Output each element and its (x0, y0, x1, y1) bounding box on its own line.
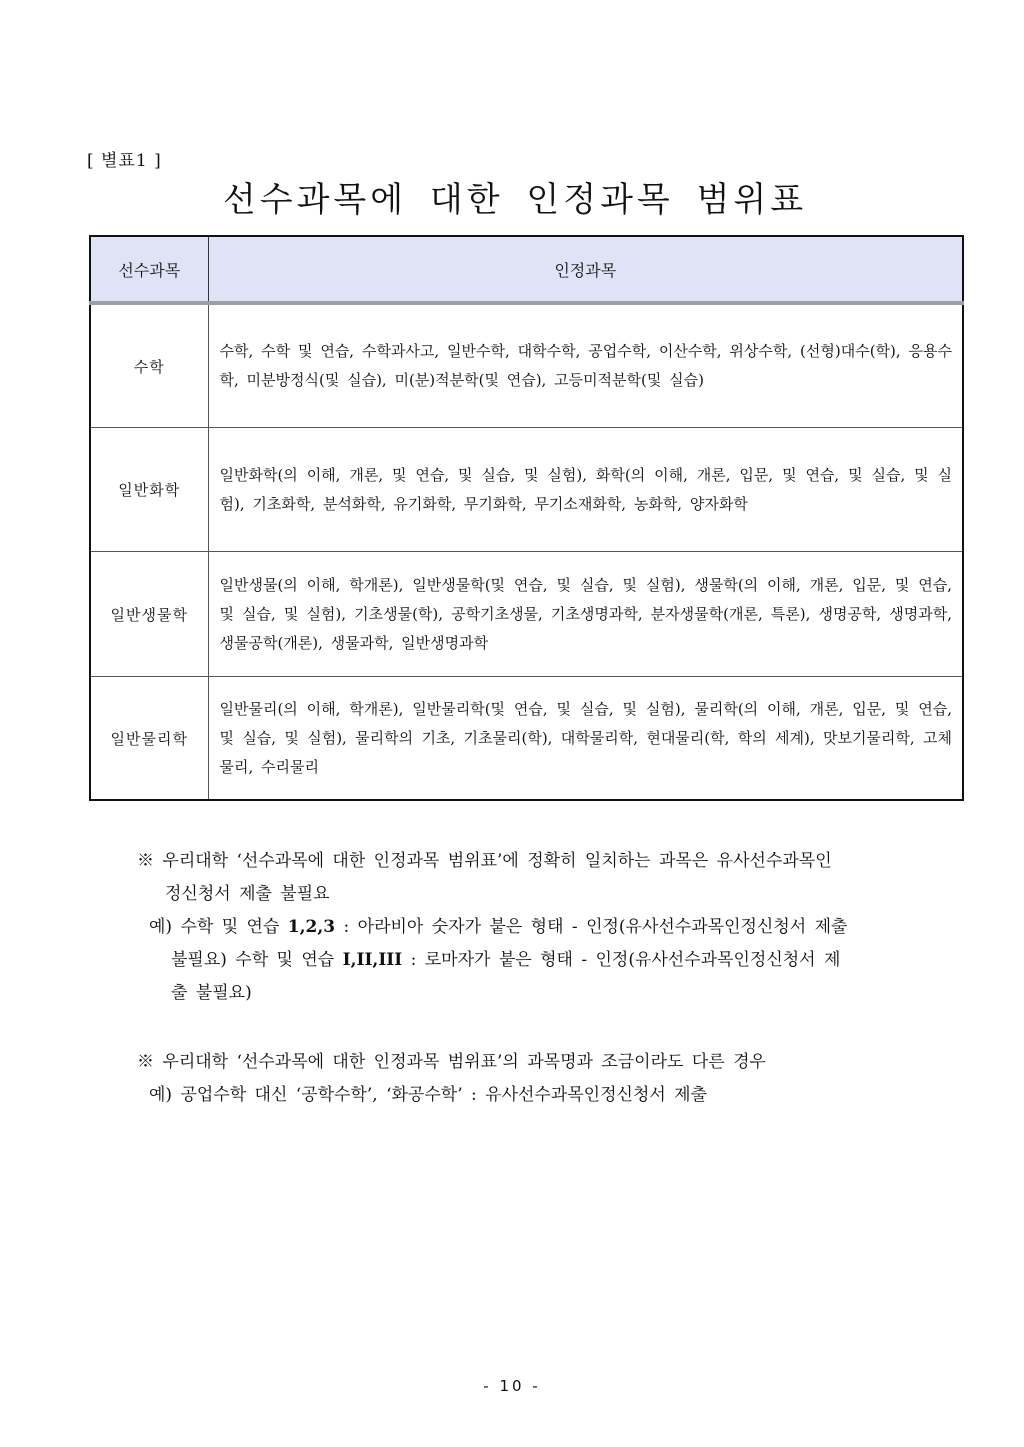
table-row (90, 552, 963, 677)
note-1-text: 우리대학 ‘선수과목에 대한 인정과목 범위표’에 정확히 일치하는 과목은 유사선수과목인 (162, 851, 832, 871)
annex-label: [ 별표1 ] (87, 151, 162, 171)
table-row (90, 677, 963, 801)
subject-cell: 일반물리학 (90, 677, 208, 801)
note-2-text: 우리대학 ‘선수과목에 대한 인정과목 범위표’의 과목명과 조금이라도 다른 경우 (162, 1052, 766, 1072)
table-row (90, 303, 963, 428)
example-1-line-1 (137, 911, 943, 944)
table-header-row (90, 236, 963, 303)
subject-cell: 수학 (90, 303, 208, 428)
example-2-text: 공업수학 대신 ‘공학수학’, ‘화공수학’ : 유사선수과목인정신청서 제출 (180, 1085, 708, 1105)
example-2-line-1 (137, 1079, 943, 1112)
subject-cell: 일반생물학 (90, 552, 208, 677)
reference-mark-icon: ※ (137, 851, 154, 871)
recognized-courses-table (89, 235, 964, 801)
note-1-line-1 (137, 845, 943, 878)
notes-section (137, 845, 943, 1112)
example-1-text: 불필요) 수학 및 연습 (171, 950, 335, 970)
header-prerequisite: 선수과목 (90, 236, 208, 303)
example-prefix: 예) (149, 1085, 173, 1105)
example-1-line-3: 출 불필요) (171, 983, 252, 1003)
courses-cell: 일반물리(의 이해, 학개론), 일반물리학(및 연습, 및 실습, 및 실험), 물리학(의 이해, 개론, 입문, 및 연습, 및 실습, 및 실험), 물리학의 기초, 기초물리(학), 대학물리학, 현대물리(학, 학의 세계), 맛보기물리학, 고체물리, 수리물리 (208, 677, 963, 801)
header-recognized-courses: 인정과목 (208, 236, 963, 303)
example-1-text: : 아라비아 숫자가 붙은 형태 - 인정(유사선수과목인정신청서 제출 (343, 917, 848, 937)
roman-numerals: I,II,III (342, 950, 403, 970)
spacer (137, 1010, 943, 1046)
note-1-line-2: 정신청서 제출 불필요 (165, 884, 330, 904)
document-title: 선수과목에 대한 인정과목 범위표 (222, 180, 808, 220)
arabic-numerals: 1,2,3 (287, 917, 336, 937)
example-1-text: : 로마자가 붙은 형태 - 인정(유사선수과목인정신청서 제 (410, 950, 841, 970)
example-1-text: 수학 및 연습 (180, 917, 280, 937)
courses-cell: 일반생물(의 이해, 학개론), 일반생물학(및 연습, 및 실습, 및 실험), 생물학(의 이해, 개론, 입문, 및 연습, 및 실습, 및 실험), 기초생물(학), 공학기초생물, 기초생명과학, 분자생물학(개론, 특론), 생명공학, 생명과학, 생물공학(개론), 생물과학, 일반생명과학 (208, 552, 963, 677)
note-2-line-1 (137, 1046, 943, 1079)
courses-cell: 일반화학(의 이해, 개론, 및 연습, 및 실습, 및 실험), 화학(의 이해, 개론, 입문, 및 연습, 및 실습, 및 실험), 기초화학, 분석화학, 유기화학, 무기화학, 무기소재화학, 농화학, 양자화학 (208, 428, 963, 552)
page-number: - 10 - (483, 1377, 541, 1395)
example-prefix: 예) (149, 917, 173, 937)
example-1-line-2 (137, 944, 943, 977)
subject-cell: 일반화학 (90, 428, 208, 552)
reference-mark-icon: ※ (137, 1052, 154, 1072)
table-row (90, 428, 963, 552)
courses-cell: 수학, 수학 및 연습, 수학과사고, 일반수학, 대학수학, 공업수학, 이산수학, 위상수학, (선형)대수(학), 응용수학, 미분방정식(및 실습), 미(분)적분학(및 연습), 고등미적분학(및 실습) (208, 303, 963, 428)
